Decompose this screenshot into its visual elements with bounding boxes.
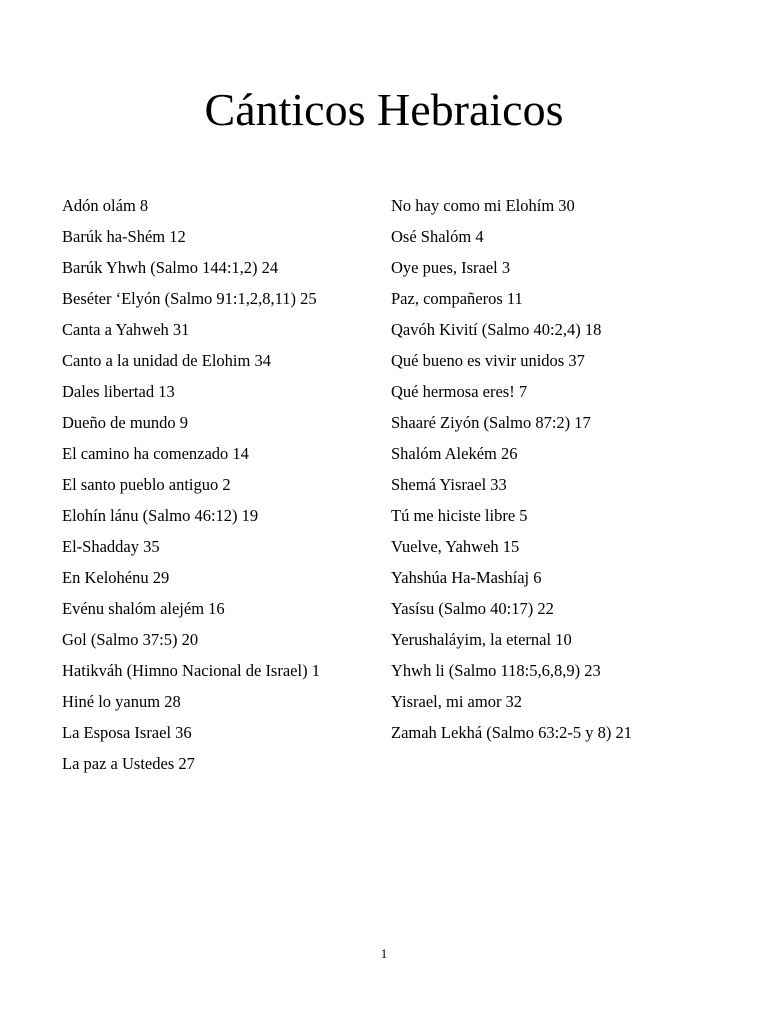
- toc-entry: Beséter ‘Elyón (Salmo 91:1,2,8,11) 25: [62, 289, 317, 308]
- toc-entry: Paz, compañeros 11: [391, 289, 523, 308]
- toc-entry: Dales libertad 13: [62, 382, 175, 401]
- toc-entry: En Kelohénu 29: [62, 568, 170, 587]
- toc-entry: El camino ha comenzado 14: [62, 444, 249, 463]
- toc-entry: Zamah Lekhá (Salmo 63:2-5 y 8) 21: [391, 723, 633, 742]
- toc-entry: La paz a Ustedes 27: [62, 754, 195, 773]
- toc-entry: Barúk ha-Shém 12: [62, 227, 186, 246]
- toc-entry: Hiné lo yanum 28: [62, 692, 181, 711]
- toc-entry: Elohín lánu (Salmo 46:12) 19: [62, 506, 259, 525]
- toc-entry: Hatikváh (Himno Nacional de Israel) 1: [62, 661, 320, 680]
- toc-entry: El-Shadday 35: [62, 537, 160, 556]
- toc-entry: No hay como mi Elohím 30: [391, 196, 575, 215]
- toc-entry: Yerushaláyim, la eternal 10: [391, 630, 572, 649]
- toc-entry: Qavóh Kivití (Salmo 40:2,4) 18: [391, 320, 602, 339]
- page-number: 1: [380, 946, 388, 961]
- toc-entry: Yahshúa Ha-Mashíaj 6: [391, 568, 542, 587]
- toc-entry: Qué hermosa eres! 7: [391, 382, 528, 401]
- toc-entry: Yasísu (Salmo 40:17) 22: [391, 599, 554, 618]
- toc-entry: Adón olám 8: [62, 196, 149, 215]
- toc-right-column: [391, 190, 761, 748]
- toc-entry: Canto a la unidad de Elohim 34: [62, 351, 271, 370]
- toc-entry: Qué bueno es vivir unidos 37: [391, 351, 585, 370]
- toc-entry: Oye pues, Israel 3: [391, 258, 511, 277]
- toc-entry: Tú me hiciste libre 5: [391, 506, 528, 525]
- toc-entry: Osé Shalóm 4: [391, 227, 484, 246]
- toc-entry: El santo pueblo antiguo 2: [62, 475, 231, 494]
- toc-entry: Vuelve, Yahweh 15: [391, 537, 520, 556]
- toc-entry: Barúk Yhwh (Salmo 144:1,2) 24: [62, 258, 279, 277]
- toc-entry: Canta a Yahweh 31: [62, 320, 190, 339]
- toc-entry: Shalóm Alekém 26: [391, 444, 518, 463]
- toc-entry: La Esposa Israel 36: [62, 723, 192, 742]
- toc-entry: Gol (Salmo 37:5) 20: [62, 630, 199, 649]
- toc-left-column: [62, 190, 382, 779]
- toc-entry: Shemá Yisrael 33: [391, 475, 507, 494]
- toc-entry: Evénu shalóm alejém 16: [62, 599, 225, 618]
- toc-entry: Yisrael, mi amor 32: [391, 692, 523, 711]
- toc-entry: Yhwh li (Salmo 118:5,6,8,9) 23: [391, 661, 601, 680]
- page-title: Cánticos Hebraicos: [204, 84, 564, 135]
- toc-entry: Dueño de mundo 9: [62, 413, 189, 432]
- toc-entry: Shaaré Ziyón (Salmo 87:2) 17: [391, 413, 591, 432]
